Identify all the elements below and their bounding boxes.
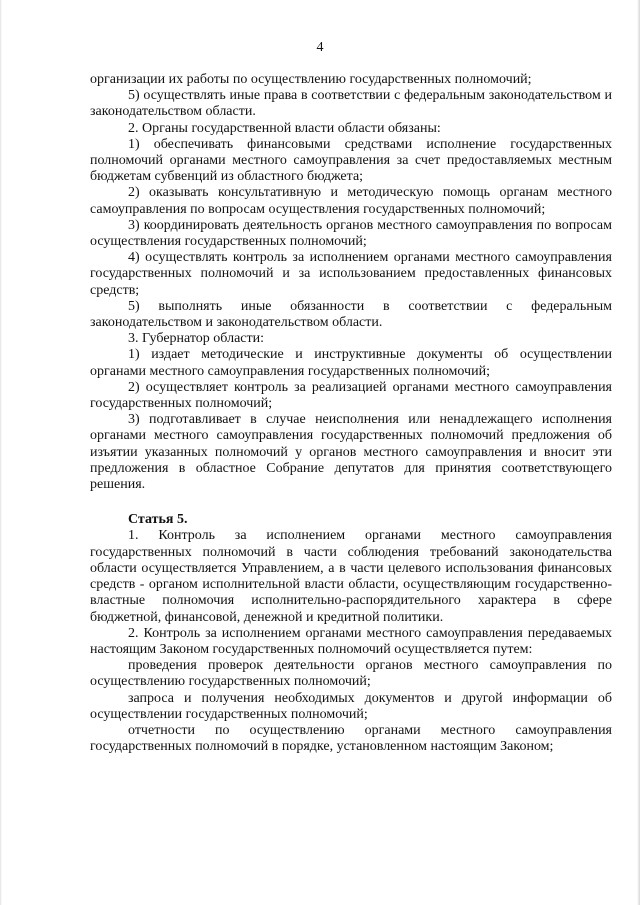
paragraph: проведения проверок деятельности органов местного самоуправления по осуществлению государственных полномочий; bbox=[90, 658, 612, 690]
paragraph: 5) осуществлять иные права в соответствии с федеральным законодательством и законодательством области. bbox=[90, 88, 612, 120]
paragraph: организации их работы по осуществлению государственных полномочий; bbox=[90, 72, 532, 87]
paragraph: 3. Губернатор области: bbox=[128, 331, 264, 347]
article-4-continuation bbox=[90, 72, 612, 493]
article-5-body bbox=[90, 528, 612, 755]
paragraph: 2) оказывать консультативную и методическую помощь органам местного самоуправления по вопросам осуществления государственных полномочий; bbox=[90, 185, 612, 217]
paragraph: 5) выполнять иные обязанности в соответствии с федеральным законодательством и законодательством области. bbox=[90, 298, 612, 331]
paragraph: 1. Контроль за исполнением органами местного самоуправления государственных полномочий в части соблюдения требований законодательства области осуществляется Управлением, а в части целевого использования финансовых средств - органом исполнительной власти области, осуществляющим государственно-властные полномочия исполнительно-распорядительного характера в сфере бюджетной, финансовой, денежной и кредитной политики. bbox=[90, 528, 612, 625]
paragraph: 2. Органы государственной власти области обязаны: bbox=[128, 120, 441, 136]
paragraph: 1) обеспечивать финансовыми средствами исполнение государственных полномочий органами местного самоуправления за счет предоставляемых местным бюджетам субвенций из областного бюджета; bbox=[90, 136, 612, 185]
paragraph: 2. Контроль за исполнением органами местного самоуправления передаваемых настоящим Законом государственных полномочий осуществляется путем: bbox=[90, 625, 612, 657]
paragraph: 4) осуществлять контроль за исполнением органами местного самоуправления государственных полномочий и за использованием предоставленных финансовых средств; bbox=[90, 250, 612, 298]
paragraph: 1) издает методические и инструктивные документы об осуществлении органами местного самоуправления государственных полномочий; bbox=[90, 347, 612, 379]
document-body bbox=[90, 72, 612, 755]
paragraph: 3) координировать деятельность органов местного самоуправления по вопросам осуществления государственных полномочий; bbox=[90, 217, 612, 250]
article-heading: Статья 5. bbox=[128, 512, 188, 528]
page-number: 4 bbox=[316, 40, 324, 55]
paragraph: 2) осуществляет контроль за реализацией органами местного самоуправления государственных полномочий; bbox=[90, 379, 612, 412]
paragraph: отчетности по осуществлению органами местного самоуправления государственных полномочий в порядке, установленном настоящим Законом; bbox=[90, 722, 612, 755]
paragraph: 3) подготавливает в случае неисполнения или ненадлежащего исполнения органами местного самоуправления государственных полномочий предложения об изъятии указанных полномочий у органов местного самоуправления и вносит эти предложения в областное Собрание депутатов для принятия соответствующего решения. bbox=[90, 412, 612, 493]
paragraph: запроса и получения необходимых документов и другой информации об осуществлении государственных полномочий; bbox=[90, 690, 612, 722]
scan-edge-left bbox=[0, 0, 2, 905]
